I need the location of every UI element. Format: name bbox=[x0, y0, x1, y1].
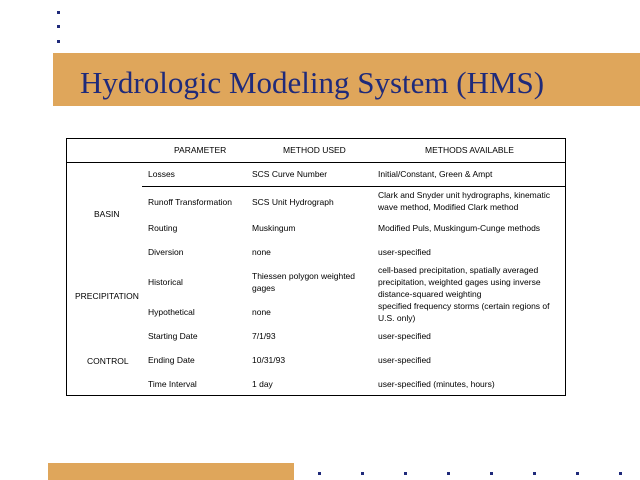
cell-methods-available: Initial/Constant, Green & Ampt bbox=[378, 169, 493, 179]
cell-method-used: gages bbox=[252, 283, 276, 293]
decorative-dot bbox=[318, 472, 321, 475]
cell-parameter: Routing bbox=[148, 223, 178, 233]
cell-method-used: 10/31/93 bbox=[252, 355, 286, 365]
cell-method-used: Thiessen polygon weighted bbox=[252, 271, 356, 281]
decorative-dot bbox=[619, 472, 622, 475]
slide-title: Hydrologic Modeling System (HMS) bbox=[80, 65, 545, 100]
decorative-dot bbox=[533, 472, 536, 475]
decorative-dot bbox=[404, 472, 407, 475]
decorative-dot bbox=[57, 11, 60, 14]
cell-parameter: Runoff Transformation bbox=[148, 197, 232, 207]
header-divider bbox=[67, 162, 565, 163]
cell-methods-available: user-specified bbox=[378, 247, 431, 257]
decorative-dot bbox=[57, 25, 60, 28]
cell-methods-available: distance-squared weighting bbox=[378, 289, 482, 299]
cell-parameter: Time Interval bbox=[148, 379, 197, 389]
cell-methods-available: Modified Puls, Muskingum-Cunge methods bbox=[378, 223, 541, 233]
cell-method-used: 7/1/93 bbox=[252, 331, 276, 341]
group-basin: BASIN bbox=[94, 209, 120, 219]
cell-methods-available: precipitation, weighted gages using inverse bbox=[378, 277, 541, 287]
cell-parameter: Historical bbox=[148, 277, 183, 287]
cell-methods-available: wave method, Modified Clark method bbox=[378, 202, 519, 212]
header-parameter: PARAMETER bbox=[174, 145, 227, 155]
decorative-dot bbox=[576, 472, 579, 475]
cell-methods-available: cell-based precipitation, spatially averaged bbox=[378, 265, 539, 275]
decorative-dot bbox=[361, 472, 364, 475]
footer-band bbox=[48, 463, 294, 480]
cell-method-used: Muskingum bbox=[252, 223, 296, 233]
cell-parameter: Losses bbox=[148, 169, 175, 179]
group-control: CONTROL bbox=[87, 356, 129, 366]
cell-method-used: none bbox=[252, 247, 271, 257]
cell-methods-available: user-specified (minutes, hours) bbox=[378, 379, 495, 389]
cell-methods-available: specified frequency storms (certain regions of bbox=[378, 301, 550, 311]
cell-methods-available: user-specified bbox=[378, 331, 431, 341]
cell-methods-available: U.S. only) bbox=[378, 313, 416, 323]
cell-method-used: SCS Curve Number bbox=[252, 169, 328, 179]
cell-parameter: Diversion bbox=[148, 247, 184, 257]
decorative-dot bbox=[57, 40, 60, 43]
header-method-used: METHOD USED bbox=[283, 145, 346, 155]
cell-method-used: none bbox=[252, 307, 271, 317]
decorative-dot bbox=[490, 472, 493, 475]
cell-method-used: SCS Unit Hydrograph bbox=[252, 197, 334, 207]
decorative-dot bbox=[447, 472, 450, 475]
cell-parameter: Starting Date bbox=[148, 331, 198, 341]
group-precipitation: PRECIPITATION bbox=[75, 291, 139, 301]
cell-method-used: 1 day bbox=[252, 379, 273, 389]
cell-parameter: Hypothetical bbox=[148, 307, 195, 317]
row-divider bbox=[142, 186, 565, 187]
cell-methods-available: user-specified bbox=[378, 355, 431, 365]
header-methods-available: METHODS AVAILABLE bbox=[425, 145, 514, 155]
cell-methods-available: Clark and Snyder unit hydrographs, kinematic bbox=[378, 190, 550, 200]
cell-parameter: Ending Date bbox=[148, 355, 195, 365]
